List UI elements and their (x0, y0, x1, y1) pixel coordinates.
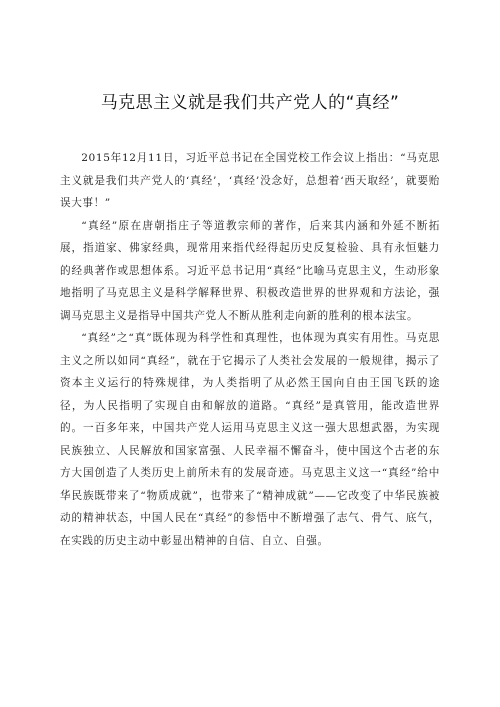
document-title: 马克思主义就是我们共产党人的“真经” (100, 93, 400, 113)
paragraph-2: “真经”原在唐朝指庄子等道教宗师的著作，后来其内涵和外延不断拓展，指道家、佛家经典，现常用来指代经得起历史反复检验、具有永恒魅力的经典著作或思想体系。习近平总书记用“真经”比喻马克思主义，生动形象地指明了马克思主义是科学解释世界、积极改造世界的世界观和方法论，强调马克思主义是指导中国共产党人不断从胜利走向新的胜利的根本法宝。 (60, 219, 440, 322)
paragraph-3: “真经”之“真”既体现为科学性和真理性，也体现为真实有用性。马克思主义之所以如同“真经”，就在于它揭示了人类社会发展的一般规律，揭示了资本主义运行的特殊规律，为人类指明了从必然王国向自由王国飞跃的途径，为人民指明了实现自由和解放的道路。“真经”是真管用，能改造世界的。一百多年来，中国共产党人运用马克思主义这一强大思想武器，为实现民族独立、人民解放和国家富强、人民幸福不懈奋斗，使中国这个古老的东方大国创造了人类历史上前所未有的发展奇迹。马克思主义这一“真经”给中华民族既带来了“物质成就”，也带来了“精神成就”——它改变了中华民族被动的精神状态，中国人民在“真经”的参悟中不断增强了志气、骨气、底气，在实践的历史主动中彰显出精神的自信、自立、自强。 (60, 332, 440, 547)
paragraph-1: 2015年12月11日，习近平总书记在全国党校工作会议上指出：“马克思主义就是我们共产党人的‘真经’，‘真经’没念好，总想着‘西天取经’，就要贻误大事！” (60, 152, 440, 209)
document-body (60, 147, 440, 552)
